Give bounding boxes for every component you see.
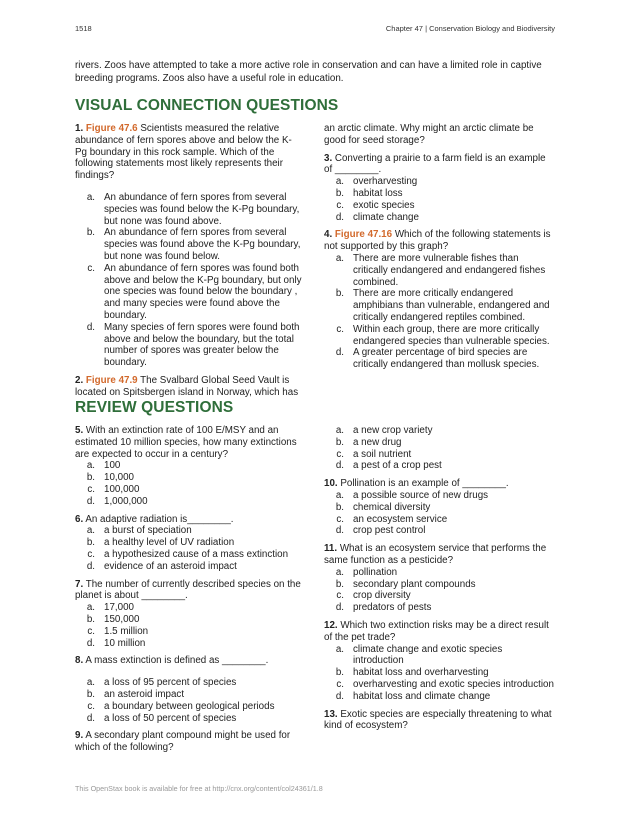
question-5 (75, 425, 303, 508)
option-item (324, 347, 555, 371)
option-text: There are more vulnerable fishes than critically endangered and endangered fishes combined. (353, 252, 546, 288)
question-9 (75, 730, 303, 754)
question-11 (324, 543, 555, 614)
option-item (324, 288, 555, 323)
option-item (324, 253, 555, 288)
options-list (75, 525, 303, 572)
question-number: 4. (324, 229, 333, 241)
question-number: 5. (75, 425, 84, 436)
option-letter: c. (87, 548, 95, 560)
option-item (324, 514, 555, 526)
option-text: chemical diversity (353, 501, 431, 513)
question-text: Which of the following statements is not supported by this graph? (324, 229, 551, 253)
option-item (75, 626, 303, 638)
option-text: climate change and exotic species introduction (353, 643, 503, 667)
option-letter: d. (335, 690, 344, 702)
question-2-continued (324, 123, 555, 147)
question-number: 8. (75, 655, 84, 667)
option-text: a loss of 50 percent of species (104, 712, 237, 724)
option-letter: b. (86, 227, 95, 239)
option-letter: c. (336, 678, 344, 690)
visual-connection-title: VISUAL CONNECTION QUESTIONS (75, 97, 339, 114)
question-number: 7. (75, 578, 84, 590)
figure-link[interactable]: Figure 47.16 (334, 229, 393, 241)
option-item (75, 549, 303, 561)
option-item (75, 322, 303, 369)
option-letter: d. (335, 525, 344, 537)
question-number: 2. (75, 374, 84, 386)
question-13 (324, 709, 555, 733)
question-8 (75, 655, 303, 724)
option-text: predators of pests (353, 602, 432, 614)
option-text: An abundance of fern spores from several species was found above the K-Pg boundary, but none was found below. (104, 227, 301, 262)
option-letter: b. (335, 187, 344, 199)
option-item (324, 644, 555, 668)
option-item (324, 188, 555, 200)
question-number: 6. (75, 513, 84, 525)
option-item (75, 602, 303, 614)
option-text: There are more critically endangered amphibians than vulnerable, endangered and critically endangered reptiles combined. (353, 288, 550, 323)
option-item (75, 460, 303, 472)
options-list (75, 677, 303, 724)
option-text: a new drug (353, 436, 402, 448)
option-text: a pest of a crop pest (353, 460, 442, 472)
option-item (75, 561, 303, 573)
question-text: Converting a prairie to a farm field is an example of ________. (324, 152, 546, 176)
option-letter: a. (86, 677, 95, 689)
option-item (324, 567, 555, 579)
question-text: Exotic species are especially threatening to what kind of ecosystem? (324, 708, 552, 732)
option-letter: b. (86, 688, 95, 700)
option-text: a new crop variety (353, 425, 433, 436)
options-list (75, 460, 303, 507)
option-letter: b. (86, 613, 95, 625)
options-list (324, 567, 555, 614)
option-letter: c. (87, 483, 95, 495)
option-letter: c. (336, 513, 344, 525)
visual-left-column (75, 123, 303, 405)
option-item (324, 590, 555, 602)
question-number: 13. (324, 708, 338, 720)
option-item (324, 324, 555, 348)
question-4 (324, 229, 555, 371)
option-item (324, 460, 555, 472)
option-item (324, 176, 555, 188)
visual-right-column (324, 123, 555, 377)
option-letter: d. (86, 321, 95, 333)
page-header (75, 24, 555, 33)
option-item (324, 449, 555, 461)
options-list (75, 192, 303, 369)
option-text: 150,000 (104, 613, 140, 625)
option-letter: d. (335, 460, 344, 472)
figure-link[interactable]: Figure 47.9 (85, 374, 138, 386)
option-text: an asteroid impact (104, 688, 185, 700)
question-10 (324, 478, 555, 537)
option-text: 10,000 (104, 472, 134, 484)
option-letter: b. (335, 667, 344, 679)
option-item (75, 472, 303, 484)
option-item (75, 496, 303, 508)
option-letter: a. (86, 460, 95, 472)
option-text: Many species of fern spores were found both above and below the boundary, but the total number of spores was greater below the boundary. (104, 321, 300, 369)
option-letter: b. (86, 537, 95, 549)
option-item (324, 425, 555, 437)
option-item (324, 525, 555, 537)
option-item (75, 638, 303, 650)
review-right-column (324, 425, 555, 738)
option-text: 100,000 (104, 483, 140, 495)
option-letter: c. (336, 448, 344, 460)
option-item (324, 679, 555, 691)
option-text: exotic species (353, 199, 415, 211)
option-item (324, 691, 555, 703)
option-letter: d. (86, 712, 95, 724)
option-letter: c. (87, 700, 95, 712)
option-item (75, 484, 303, 496)
option-letter: c. (336, 590, 344, 602)
option-item (75, 713, 303, 725)
question-text: A secondary plant compound might be used for which of the following? (75, 730, 291, 754)
option-letter: a. (335, 643, 344, 655)
option-letter: a. (335, 252, 344, 264)
question-text: A mass extinction is defined as ________. (83, 655, 269, 667)
option-text: an ecosystem service (353, 513, 448, 525)
option-item (75, 263, 303, 322)
question-text: The Svalbard Global Seed Vault is located on Spitsbergen island in Norway, which has (75, 374, 299, 398)
option-item (324, 667, 555, 679)
option-text: a possible source of new drugs (353, 489, 489, 501)
option-text: a soil nutrient (353, 448, 412, 460)
option-text: 1,000,000 (104, 495, 148, 507)
option-item (75, 227, 303, 262)
option-item (324, 490, 555, 502)
option-text: 17,000 (104, 602, 134, 614)
question-number: 11. (324, 543, 338, 555)
option-text: a healthy level of UV radiation (104, 537, 235, 549)
option-letter: c. (87, 625, 95, 637)
review-left-column (75, 425, 303, 760)
question-text: What is an ecosystem service that performs the same function as a pesticide? (324, 543, 547, 566)
option-text: habitat loss and overharvesting (353, 667, 489, 679)
option-letter: d. (335, 211, 344, 223)
option-text: a loss of 95 percent of species (104, 677, 237, 689)
option-text: secondary plant compounds (353, 578, 476, 590)
question-6 (75, 514, 303, 573)
option-item (324, 602, 555, 614)
option-letter: c. (87, 262, 95, 274)
option-text: crop diversity (353, 590, 411, 602)
option-text: overharvesting (353, 176, 418, 188)
options-list (324, 425, 555, 472)
option-item (75, 614, 303, 626)
option-item (75, 192, 303, 227)
option-text: habitat loss and climate change (353, 690, 491, 702)
question-number: 10. (324, 478, 338, 490)
option-letter: a. (86, 602, 95, 614)
option-item (324, 200, 555, 212)
page-footer: This OpenStax book is available for free at http://cnx.org/content/col24361/1.8 (75, 784, 323, 793)
option-letter: c. (336, 323, 344, 335)
chapter-title: Chapter 47 | Conservation Biology and Biodiversity (385, 24, 555, 33)
question-9-options (324, 425, 555, 472)
options-list (324, 490, 555, 537)
option-letter: a. (335, 176, 344, 188)
option-letter: b. (335, 288, 344, 300)
option-text: evidence of an asteroid impact (104, 560, 237, 572)
page-number: 1518 (75, 24, 92, 33)
option-letter: b. (335, 436, 344, 448)
question-2 (75, 375, 303, 399)
option-item (324, 579, 555, 591)
question-text: Scientists measured the relative abundance of fern spores above and below the K-Pg boundary in this rock sample. Which of the following statements most likely represents their findings? (75, 123, 292, 182)
option-letter: a. (335, 425, 344, 436)
option-text: a burst of speciation (104, 525, 192, 537)
option-letter: d. (86, 495, 95, 507)
option-item (75, 701, 303, 713)
option-item (75, 689, 303, 701)
option-item (75, 537, 303, 549)
review-questions-title: REVIEW QUESTIONS (75, 399, 234, 416)
option-text: 1.5 million (104, 625, 149, 637)
option-letter: b. (335, 501, 344, 513)
option-text: crop pest control (353, 525, 426, 537)
options-list (324, 253, 555, 371)
question-number: 3. (324, 152, 333, 164)
options-list (324, 176, 555, 223)
question-text: The number of currently described species on the planet is about ________. (75, 578, 301, 602)
option-text: overharvesting and exotic species introduction (353, 678, 554, 690)
option-letter: a. (335, 566, 344, 578)
figure-link[interactable]: Figure 47.6 (85, 123, 138, 134)
question-text: An adaptive radiation is________. (83, 513, 234, 525)
option-item (324, 212, 555, 224)
question-text: Which two extinction risks may be a direct result of the pet trade? (324, 619, 549, 643)
option-text: a boundary between geological periods (104, 700, 275, 712)
question-3 (324, 153, 555, 224)
option-text: climate change (353, 211, 419, 223)
option-letter: d. (335, 602, 344, 614)
option-letter: a. (335, 489, 344, 501)
option-letter: b. (335, 578, 344, 590)
question-1 (75, 123, 303, 369)
option-letter: a. (86, 191, 95, 203)
question-7 (75, 579, 303, 650)
option-item (324, 437, 555, 449)
option-letter: d. (86, 637, 95, 649)
question-12 (324, 620, 555, 703)
option-text: Within each group, there are more critically endangered species than vulnerable species. (353, 323, 550, 347)
question-text: an arctic climate. Why might an arctic climate be good for seed storage? (324, 123, 534, 146)
options-list (324, 644, 555, 703)
option-letter: b. (86, 472, 95, 484)
option-text: 100 (104, 460, 121, 472)
intro-paragraph: rivers. Zoos have attempted to take a more active role in conservation and can have a limited role in captive breeding programs. Zoos also have a useful role in education. (75, 60, 542, 84)
option-text: a hypothesized cause of a mass extinction (104, 548, 289, 560)
option-letter: d. (86, 560, 95, 572)
option-text: An abundance of fern spores from several species was found below the K-Pg boundary, but none was found above. (104, 191, 300, 227)
option-text: pollination (353, 566, 398, 578)
option-letter: c. (336, 199, 344, 211)
options-list (75, 602, 303, 649)
question-text: With an extinction rate of 100 E/MSY and an estimated 10 million species, how many extinctions are expected to occur in a century? (75, 425, 297, 460)
question-number: 9. (75, 730, 84, 742)
option-letter: a. (86, 525, 95, 537)
question-number: 1. (75, 123, 84, 134)
option-text: habitat loss (353, 187, 403, 199)
option-item (75, 677, 303, 689)
question-text: Pollination is an example of ________. (337, 478, 509, 490)
option-text: An abundance of fern spores was found both above and below the K-Pg boundary, but only one species was found below the boundary , and many species were found above the boundary. (104, 262, 302, 321)
option-text: 10 million (104, 637, 146, 649)
option-item (75, 525, 303, 537)
option-letter: d. (335, 347, 344, 359)
option-item (324, 502, 555, 514)
question-number: 12. (324, 619, 338, 631)
option-text: A greater percentage of bird species are critically endangered than mollusk species. (353, 347, 540, 371)
